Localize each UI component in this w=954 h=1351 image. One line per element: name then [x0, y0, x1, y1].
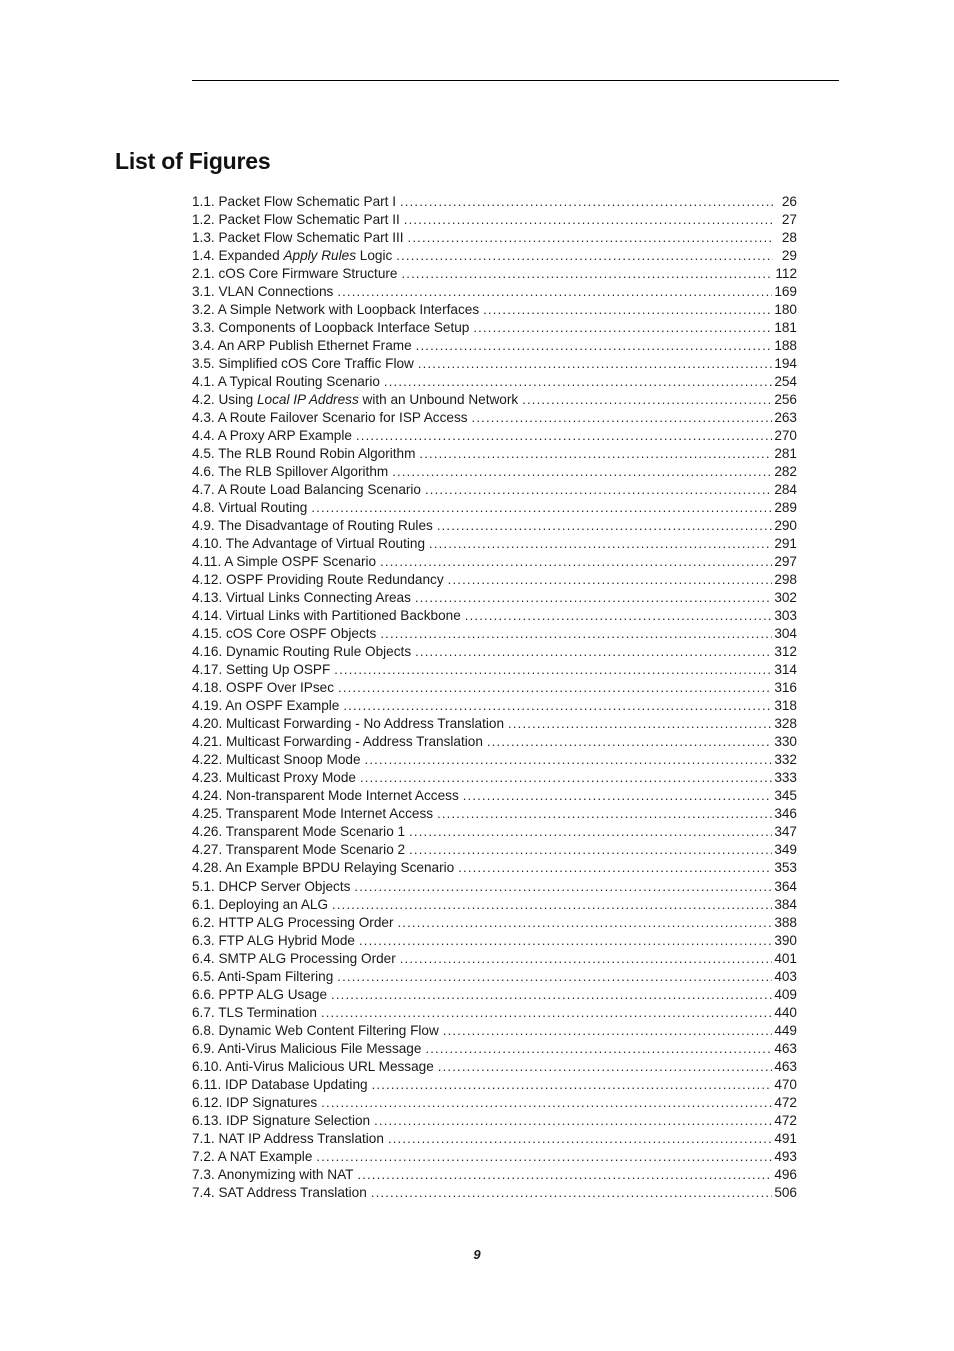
- figure-entry[interactable]: [192, 409, 797, 427]
- figure-entry-page: 254: [774, 374, 797, 389]
- figure-entry[interactable]: [192, 1022, 797, 1040]
- figure-entry-page: 384: [774, 897, 797, 912]
- dot-leader: [392, 463, 772, 481]
- figure-entry-page: 493: [774, 1149, 797, 1164]
- figure-entry-page: 328: [774, 716, 797, 731]
- figure-entry[interactable]: [192, 283, 797, 301]
- dot-leader: [334, 661, 772, 679]
- dot-leader: [388, 1130, 772, 1148]
- dot-leader: [354, 878, 772, 896]
- figure-entry-page: 463: [774, 1041, 797, 1056]
- figure-entry-label: 4.22. Multicast Snoop Mode: [192, 752, 361, 767]
- figure-entry-page: 330: [774, 734, 797, 749]
- figure-entry[interactable]: [192, 193, 797, 211]
- figure-entry-page: 349: [774, 842, 797, 857]
- figure-entry-label: 7.4. SAT Address Translation: [192, 1185, 367, 1200]
- figure-entry-label: 6.3. FTP ALG Hybrid Mode: [192, 933, 355, 948]
- figure-entry[interactable]: [192, 265, 797, 283]
- dot-leader: [359, 932, 772, 950]
- figure-entry[interactable]: [192, 319, 797, 337]
- figure-entry-label: 4.20. Multicast Forwarding - No Address Translation: [192, 716, 505, 731]
- figure-entry-label: 1.2. Packet Flow Schematic Part II: [192, 212, 400, 227]
- figure-entry-page: 303: [774, 608, 797, 623]
- figure-entry-page: 472: [774, 1113, 797, 1128]
- figure-entry-label-prefix: 4.2. Using: [192, 392, 257, 407]
- figure-entry[interactable]: [192, 950, 797, 968]
- figure-entry-label: 4.17. Setting Up OSPF: [192, 662, 331, 677]
- figure-entry[interactable]: [192, 607, 797, 625]
- figure-entry-page: 449: [774, 1023, 797, 1038]
- figure-entry-label: 6.2. HTTP ALG Processing Order: [192, 915, 394, 930]
- figure-entry-label: 6.8. Dynamic Web Content Filtering Flow: [192, 1023, 439, 1038]
- dot-leader: [463, 787, 773, 805]
- figure-entry[interactable]: [192, 1076, 797, 1094]
- figure-entry[interactable]: [192, 499, 797, 517]
- dot-leader: [443, 1022, 773, 1040]
- figure-entry-page: 470: [774, 1077, 797, 1092]
- figure-entry[interactable]: [192, 769, 797, 787]
- figure-entry-label: 1.3. Packet Flow Schematic Part III: [192, 230, 404, 245]
- dot-leader: [409, 823, 772, 841]
- figure-entry-label: 6.5. Anti-Spam Filtering: [192, 969, 334, 984]
- figure-entry-page: 289: [774, 500, 797, 515]
- figure-entry-page: 316: [774, 680, 797, 695]
- figure-entry[interactable]: [192, 661, 797, 679]
- figure-entry[interactable]: [192, 787, 797, 805]
- page-title: List of Figures: [115, 148, 271, 174]
- figure-entry-label: 2.1. cOS Core Firmware Structure: [192, 266, 398, 281]
- figure-entry-page: 491: [774, 1131, 797, 1146]
- figure-entry-page: 281: [774, 446, 797, 461]
- figure-entry-label: 4.14. Virtual Links with Partitioned Backbone: [192, 608, 461, 623]
- figure-entry-label: 4.7. A Route Load Balancing Scenario: [192, 482, 421, 497]
- figure-entry-page: 297: [774, 554, 797, 569]
- figure-entry-page: 403: [774, 969, 797, 984]
- figure-entry-label-suffix: Logic: [356, 248, 393, 263]
- figure-entry-page: 194: [774, 356, 797, 371]
- dot-leader: [384, 373, 772, 391]
- figure-entry[interactable]: [192, 1058, 797, 1076]
- figure-entry[interactable]: [192, 643, 797, 661]
- figure-entry-page: 291: [774, 536, 797, 551]
- figure-entry-label: 4.10. The Advantage of Virtual Routing: [192, 536, 426, 551]
- figure-entry[interactable]: [192, 1094, 797, 1112]
- figure-entry[interactable]: [192, 571, 797, 589]
- figure-entry-page: 29: [781, 248, 797, 263]
- dot-leader: [438, 1058, 773, 1076]
- dot-leader: [357, 1166, 772, 1184]
- figure-entry[interactable]: [192, 859, 797, 877]
- dot-leader: [415, 589, 772, 607]
- figure-entry-label: 4.6. The RLB Spillover Algorithm: [192, 464, 389, 479]
- figure-entry-page: 463: [774, 1059, 797, 1074]
- figure-entry-page: 298: [774, 572, 797, 587]
- figure-entry-label: 5.1. DHCP Server Objects: [192, 879, 351, 894]
- dot-leader: [331, 986, 772, 1004]
- figure-entry[interactable]: [192, 373, 797, 391]
- figure-entry-page: 263: [774, 410, 797, 425]
- dot-leader: [372, 1076, 773, 1094]
- figure-entry-page: 188: [774, 338, 797, 353]
- figure-entry-label: 6.4. SMTP ALG Processing Order: [192, 951, 396, 966]
- figure-entry[interactable]: [192, 517, 797, 535]
- figure-entry-page: 28: [781, 230, 797, 245]
- dot-leader: [337, 283, 772, 301]
- figure-entry-label-emphasis: Local IP Address: [256, 392, 359, 407]
- dot-leader: [316, 1148, 772, 1166]
- figure-entry[interactable]: [192, 445, 797, 463]
- figure-entry-label: 4.21. Multicast Forwarding - Address Translation: [192, 734, 483, 749]
- figure-entry-label: 4.8. Virtual Routing: [192, 500, 308, 515]
- figure-entry-label: 4.9. The Disadvantage of Routing Rules: [192, 518, 433, 533]
- dot-leader: [337, 968, 772, 986]
- dot-leader: [425, 1040, 772, 1058]
- figure-entry[interactable]: [192, 301, 797, 319]
- dot-leader: [437, 517, 773, 535]
- figure-entry[interactable]: [192, 841, 797, 859]
- figure-entry-label: 4.25. Transparent Mode Internet Access: [192, 806, 434, 821]
- figure-entry[interactable]: [192, 697, 797, 715]
- figure-entry-label: 4.4. A Proxy ARP Example: [192, 428, 352, 443]
- figure-entry[interactable]: [192, 986, 797, 1004]
- figure-entry[interactable]: [192, 427, 797, 445]
- dot-leader: [522, 391, 772, 409]
- figure-entry[interactable]: [192, 211, 797, 229]
- figure-entry-page: 302: [774, 590, 797, 605]
- figure-entry-page: 270: [774, 428, 797, 443]
- figure-entry-page: 390: [774, 933, 797, 948]
- figure-entry-page: 440: [774, 1005, 797, 1020]
- figure-entry-page: 314: [774, 662, 797, 677]
- figure-entry-label: 6.9. Anti-Virus Malicious File Message: [192, 1041, 422, 1056]
- figure-entry-label-suffix: with an Unbound Network: [358, 392, 519, 407]
- figure-entry-label: 4.26. Transparent Mode Scenario 1: [192, 824, 406, 839]
- figure-entry-label: 4.18. OSPF Over IPsec: [192, 680, 335, 695]
- figure-entry[interactable]: [192, 355, 797, 373]
- figure-entry-page: 364: [774, 879, 797, 894]
- figure-entry[interactable]: [192, 896, 797, 914]
- figure-entry-label: 3.5. Simplified cOS Core Traffic Flow: [192, 356, 414, 371]
- dot-leader: [365, 751, 773, 769]
- figure-entry-label: 4.27. Transparent Mode Scenario 2: [192, 842, 406, 857]
- figure-entry-label: 3.1. VLAN Connections: [192, 284, 334, 299]
- figure-entry-label: 4.23. Multicast Proxy Mode: [192, 770, 356, 785]
- figure-entry-page: 401: [774, 951, 797, 966]
- dot-leader: [380, 625, 772, 643]
- figure-entry[interactable]: [192, 1040, 797, 1058]
- figure-entry-page: 346: [774, 806, 797, 821]
- dot-leader: [332, 896, 772, 914]
- figure-entry[interactable]: [192, 823, 797, 841]
- figure-entry-page: 256: [774, 392, 797, 407]
- dot-leader: [448, 571, 773, 589]
- dot-leader: [321, 1004, 772, 1022]
- figure-entry-page: 112: [775, 266, 797, 281]
- dot-leader: [487, 733, 772, 751]
- dot-leader: [380, 553, 772, 571]
- figure-entry-label-emphasis: Apply Rules: [283, 248, 356, 263]
- figure-entry[interactable]: [192, 1004, 797, 1022]
- dot-leader: [404, 211, 773, 229]
- dot-leader: [415, 643, 772, 661]
- figure-entry-page: 496: [774, 1167, 797, 1182]
- figure-entry[interactable]: [192, 751, 797, 769]
- figure-entry[interactable]: [192, 1130, 797, 1148]
- figure-entry-page: 169: [774, 284, 797, 299]
- dot-leader: [473, 319, 772, 337]
- figure-entry-label: 4.11. A Simple OSPF Scenario: [192, 554, 377, 569]
- dot-leader: [371, 1184, 773, 1202]
- figure-entry-page: 353: [774, 860, 797, 875]
- figure-entry[interactable]: [192, 968, 797, 986]
- figure-entry-label: 6.7. TLS Termination: [192, 1005, 317, 1020]
- figure-entry-page: 26: [781, 194, 797, 209]
- dot-leader: [356, 427, 772, 445]
- figure-entry-page: 472: [774, 1095, 797, 1110]
- dot-leader: [396, 247, 773, 265]
- figure-entry[interactable]: [192, 553, 797, 571]
- figure-entry-label: [192, 247, 392, 265]
- dot-leader: [374, 1112, 772, 1130]
- figure-entry[interactable]: [192, 805, 797, 823]
- figure-entry-page: 332: [774, 752, 797, 767]
- figure-entry-label: 3.3. Components of Loopback Interface Setup: [192, 320, 470, 335]
- dot-leader: [321, 1094, 772, 1112]
- figure-entry[interactable]: [192, 337, 797, 355]
- figure-entry-label: 3.4. An ARP Publish Ethernet Frame: [192, 338, 412, 353]
- figure-entry-label: 4.15. cOS Core OSPF Objects: [192, 626, 377, 641]
- figure-entry-page: 304: [774, 626, 797, 641]
- figure-entry-page: 388: [774, 915, 797, 930]
- figure-entry-page: 318: [774, 698, 797, 713]
- figure-entry-page: 312: [774, 644, 797, 659]
- figure-entry[interactable]: [192, 715, 797, 733]
- dot-leader: [418, 355, 772, 373]
- figure-entry-label: 4.19. An OSPF Example: [192, 698, 340, 713]
- figure-entry-label: 6.13. IDP Signature Selection: [192, 1113, 371, 1128]
- dot-leader: [416, 337, 773, 355]
- dot-leader: [425, 481, 772, 499]
- figure-entry-label: 6.11. IDP Database Updating: [192, 1077, 368, 1092]
- dot-leader: [437, 805, 772, 823]
- figure-entry[interactable]: [192, 625, 797, 643]
- dot-leader: [465, 607, 773, 625]
- dot-leader: [472, 409, 773, 427]
- figure-entry-label: 4.3. A Route Failover Scenario for ISP Access: [192, 410, 468, 425]
- figure-entry-label: 7.1. NAT IP Address Translation: [192, 1131, 384, 1146]
- figure-entry[interactable]: [192, 535, 797, 553]
- figure-entry[interactable]: [192, 1184, 797, 1202]
- figure-entry-label-prefix: 1.4. Expanded: [192, 248, 284, 263]
- figure-entry-page: 409: [774, 987, 797, 1002]
- figure-entry-page: 347: [774, 824, 797, 839]
- figure-entry-label: 4.5. The RLB Round Robin Algorithm: [192, 446, 416, 461]
- figure-entry-label: 6.12. IDP Signatures: [192, 1095, 318, 1110]
- figure-entry-label: 6.6. PPTP ALG Usage: [192, 987, 328, 1002]
- dot-leader: [458, 859, 772, 877]
- figure-entry[interactable]: [192, 247, 797, 265]
- figure-entry-label: 7.2. A NAT Example: [192, 1149, 313, 1164]
- figure-entry-page: 506: [774, 1185, 797, 1200]
- dot-leader: [397, 914, 772, 932]
- figure-entry-label: 4.13. Virtual Links Connecting Areas: [192, 590, 411, 605]
- figure-entry[interactable]: [192, 1148, 797, 1166]
- figure-entry-page: 181: [774, 320, 797, 335]
- dot-leader: [343, 697, 772, 715]
- figure-entry-label: 6.10. Anti-Virus Malicious URL Message: [192, 1059, 434, 1074]
- figure-entry[interactable]: [192, 679, 797, 697]
- dot-leader: [429, 535, 772, 553]
- figure-entry[interactable]: [192, 391, 797, 409]
- figure-entry[interactable]: [192, 932, 797, 950]
- figure-entry-label: 4.24. Non-transparent Mode Internet Access: [192, 788, 459, 803]
- dot-leader: [408, 229, 773, 247]
- figure-entry-page: 27: [781, 212, 797, 227]
- dot-leader: [400, 193, 773, 211]
- figure-entry-label: 7.3. Anonymizing with NAT: [192, 1167, 354, 1182]
- dot-leader: [400, 950, 773, 968]
- figure-entry-page: 284: [774, 482, 797, 497]
- page-number: 9: [473, 1247, 481, 1262]
- dot-leader: [401, 265, 773, 283]
- figure-entry[interactable]: [192, 733, 797, 751]
- figure-entry[interactable]: [192, 481, 797, 499]
- dot-leader: [419, 445, 772, 463]
- figure-entry-page: 345: [774, 788, 797, 803]
- header-rule: [192, 80, 839, 81]
- figure-entry-page: 282: [774, 464, 797, 479]
- figure-entry[interactable]: [192, 1166, 797, 1184]
- figure-entry[interactable]: [192, 878, 797, 896]
- figure-entry[interactable]: [192, 229, 797, 247]
- figure-entry-label: 4.1. A Typical Routing Scenario: [192, 374, 380, 389]
- dot-leader: [338, 679, 772, 697]
- figure-entry-label: 4.16. Dynamic Routing Rule Objects: [192, 644, 412, 659]
- figure-entry-label: 4.12. OSPF Providing Route Redundancy: [192, 572, 444, 587]
- dot-leader: [483, 301, 772, 319]
- figure-entry-label: 6.1. Deploying an ALG: [192, 897, 329, 912]
- figure-entry[interactable]: [192, 1112, 797, 1130]
- figure-entry[interactable]: [192, 463, 797, 481]
- figure-entry-label: [192, 391, 518, 409]
- figure-list: [192, 193, 797, 1202]
- dot-leader: [508, 715, 772, 733]
- figure-entry-label: 1.1. Packet Flow Schematic Part I: [192, 194, 396, 209]
- dot-leader: [311, 499, 772, 517]
- figure-entry-page: 180: [774, 302, 797, 317]
- dot-leader: [360, 769, 772, 787]
- figure-entry-label: 4.28. An Example BPDU Relaying Scenario: [192, 860, 455, 875]
- figure-entry[interactable]: [192, 589, 797, 607]
- figure-entry-page: 333: [774, 770, 797, 785]
- figure-entry-label: 3.2. A Simple Network with Loopback Interfaces: [192, 302, 480, 317]
- figure-entry-page: 290: [774, 518, 797, 533]
- figure-entry[interactable]: [192, 914, 797, 932]
- dot-leader: [409, 841, 772, 859]
